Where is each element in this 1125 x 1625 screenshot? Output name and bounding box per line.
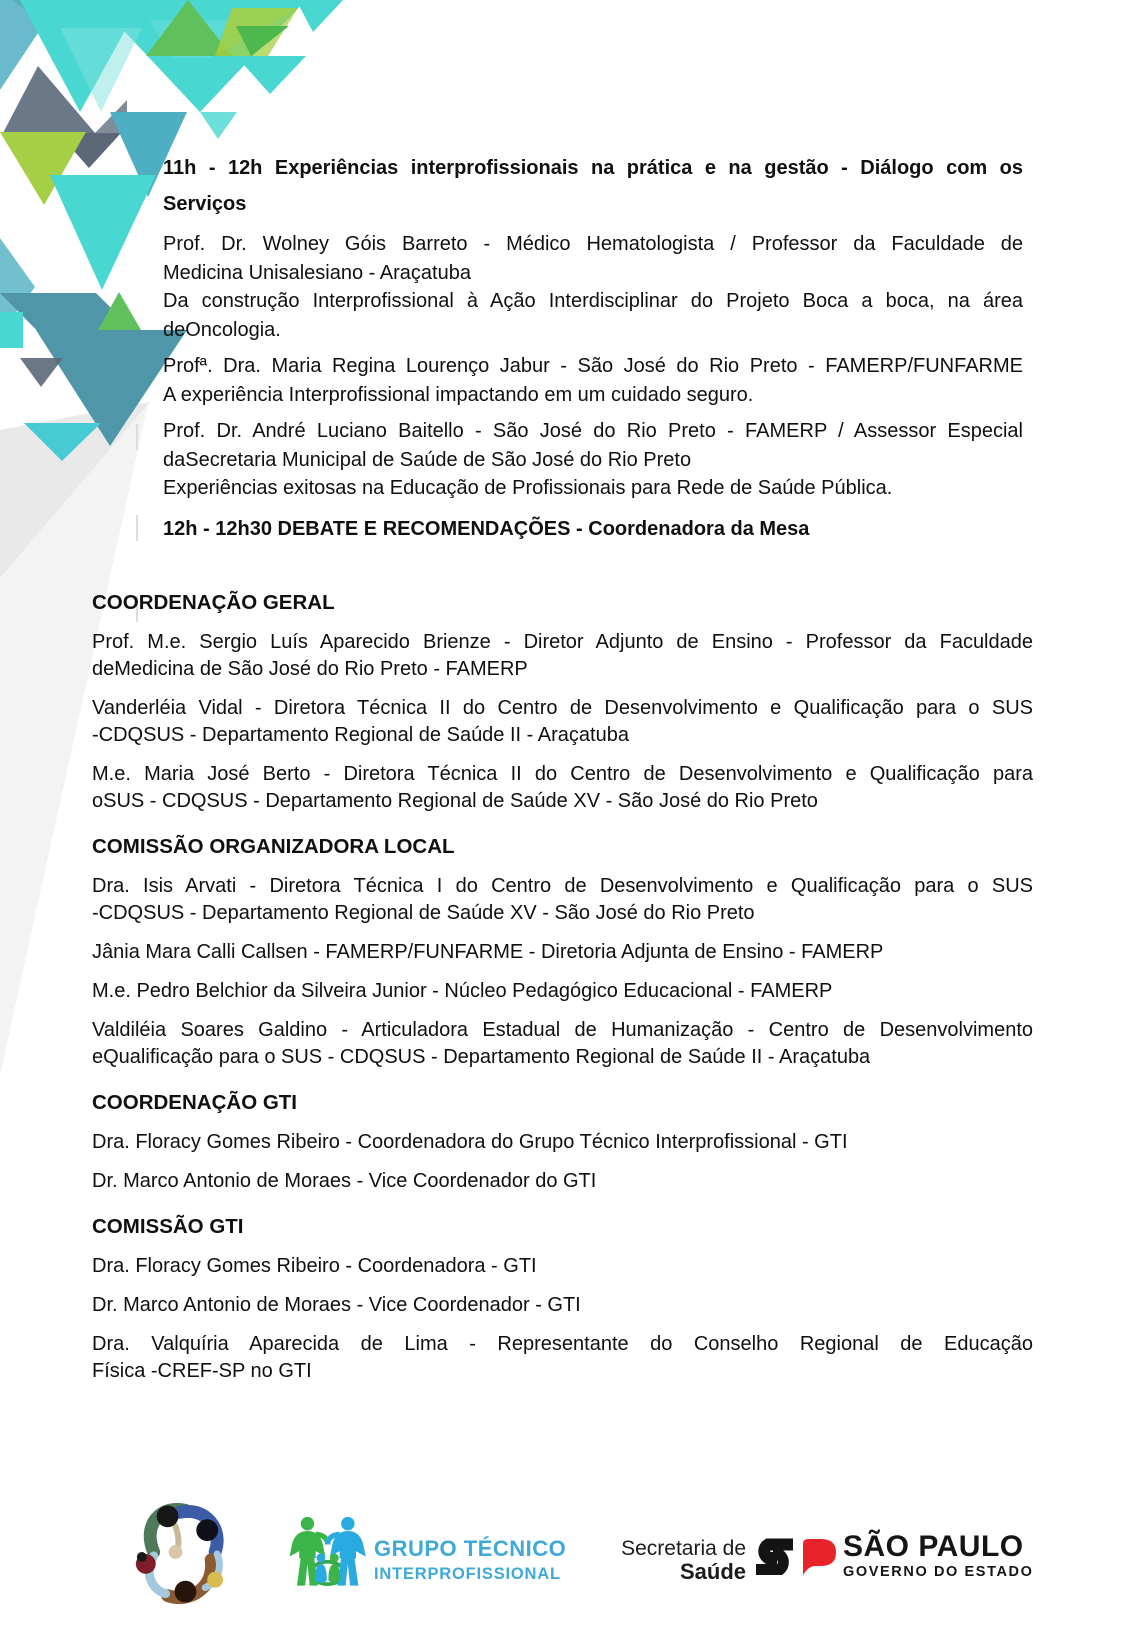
- member-entry: [92, 1168, 1033, 1195]
- member-entry: [92, 629, 1033, 683]
- member-entry: [92, 1129, 1033, 1156]
- text-line: M.e. Pedro Belchior da Silveira Junior - Núcleo Pedagógico Educacional - FAMERP: [92, 980, 833, 1002]
- section-heading: [92, 1088, 1033, 1118]
- text-line: M.e. Maria José Berto - Diretora Técnica II do Centro de Desenvolvimento e Qualificação para: [92, 763, 1033, 785]
- gti-people-heart-icon: [285, 1512, 371, 1592]
- sao-paulo-name: SÃO PAULO: [843, 1530, 1024, 1563]
- text-line: Valdiléia Soares Galdino - Articuladora Estadual de Humanização - Centro de Desenvolvimento: [92, 1019, 1033, 1041]
- text-line: Medicina Unisalesiano - Araçatuba: [163, 261, 471, 284]
- speaker-paragraph: [163, 417, 1023, 503]
- section-heading: [92, 588, 1033, 618]
- text-line: Física -CREF-SP no GTI: [92, 1360, 312, 1382]
- text-line: Dra. Floracy Gomes Ribeiro - Coordenadora - GTI: [92, 1255, 537, 1277]
- gti-logo-text: [374, 1536, 566, 1584]
- text-line: COMISSÃO GTI: [92, 1215, 244, 1238]
- text-line: Da construção Interprofissional à Ação Interdisciplinar do Projeto Boca a boca, na área: [163, 290, 1023, 312]
- sao-paulo-wordmark: [843, 1532, 1033, 1580]
- text-line: deOncologia.: [163, 318, 281, 341]
- member-entry: [92, 761, 1033, 815]
- text-line: COMISSÃO ORGANIZADORA LOCAL: [92, 835, 455, 858]
- text-line: daSecretaria Municipal de Saúde de São José do Rio Preto: [163, 448, 692, 471]
- speaker-paragraph: [163, 352, 1023, 409]
- member-entry: [92, 978, 1033, 1005]
- text-line: Profª. Dra. Maria Regina Lourenço Jabur - São José do Rio Preto - FAMERP/FUNFARME: [163, 355, 1023, 377]
- text-line: 12h - 12h30 DEBATE E RECOMENDAÇÕES - Coordenadora da Mesa: [163, 517, 810, 540]
- section-heading: [92, 1212, 1033, 1242]
- scan-artifact-tick: [136, 424, 138, 450]
- section-heading: [92, 832, 1033, 862]
- text-line: Prof. Dr. André Luciano Baitello - São José do Rio Preto - FAMERP / Assessor Especial: [163, 420, 1023, 442]
- text-line: Prof. M.e. Sergio Luís Aparecido Brienze - Diretor Adjunto de Ensino - Professor da Faculdade: [92, 631, 1033, 653]
- governo-do-estado: GOVERNO DO ESTADO: [843, 1564, 1034, 1580]
- text-line: Dra. Floracy Gomes Ribeiro - Coordenadora do Grupo Técnico Interprofissional - GTI: [92, 1131, 848, 1153]
- text-line: A experiência Interprofissional impactando em um cuidado seguro.: [163, 383, 754, 406]
- text-line: COORDENAÇÃO GERAL: [92, 591, 335, 614]
- text-line: 11h - 12h Experiências interprofissionais na prática e na gestão - Diálogo com os: [163, 157, 1023, 179]
- text-line: Jânia Mara Calli Callsen - FAMERP/FUNFARME - Diretoria Adjunta de Ensino - FAMERP: [92, 941, 884, 963]
- secretaria-saude-label: [598, 1538, 746, 1583]
- member-entry: [92, 873, 1033, 927]
- member-entry: [92, 939, 1033, 966]
- text-line: Dra. Valquíria Aparecida de Lima - Representante do Conselho Regional de Educação: [92, 1333, 1033, 1355]
- gti-logo-line1: GRUPO TÉCNICO: [374, 1536, 567, 1561]
- secretaria-line1: Secretaria de: [621, 1537, 746, 1560]
- secretaria-line2: Saúde: [679, 1559, 746, 1584]
- session-title: [163, 511, 1023, 547]
- text-line: -CDQSUS - Departamento Regional de Saúde II - Araçatuba: [92, 724, 629, 746]
- text-line: Dra. Isis Arvati - Diretora Técnica I do Centro de Desenvolvimento e Qualificação para o SUS: [92, 875, 1033, 897]
- member-entry: [92, 1017, 1033, 1071]
- text-line: Serviços: [163, 193, 247, 215]
- text-line: Vanderléia Vidal - Diretora Técnica II do Centro de Desenvolvimento e Qualificação para o SUS: [92, 697, 1033, 719]
- text-line: Prof. Dr. Wolney Góis Barreto - Médico Hematologista / Professor da Faculdade de: [163, 233, 1023, 255]
- session-title: [163, 150, 1023, 222]
- member-entry: [92, 1253, 1033, 1280]
- text-line: deMedicina de São José do Rio Preto - FAMERP: [92, 658, 528, 680]
- speaker-paragraph: [163, 230, 1023, 344]
- schedule-block: [163, 150, 1023, 547]
- text-line: eQualificação para o SUS - CDQSUS - Departamento Regional de Saúde II - Araçatuba: [92, 1046, 871, 1068]
- text-line: Experiências exitosas na Educação de Profissionais para Rede de Saúde Pública.: [163, 477, 893, 499]
- member-entry: [92, 695, 1033, 749]
- member-entry: [92, 1292, 1033, 1319]
- text-line: -CDQSUS - Departamento Regional de Saúde XV - São José do Rio Preto: [92, 902, 755, 924]
- gti-logo-line2: INTERPROFISSIONAL: [374, 1565, 561, 1583]
- text-line: Dr. Marco Antonio de Moraes - Vice Coordenador do GTI: [92, 1170, 597, 1192]
- text-line: oSUS - CDQSUS - Departamento Regional de Saúde XV - São José do Rio Preto: [92, 790, 818, 812]
- member-entry: [92, 1331, 1033, 1385]
- text-line: COORDENAÇÃO GTI: [92, 1091, 297, 1114]
- text-line: Dr. Marco Antonio de Moraes - Vice Coordenador - GTI: [92, 1294, 581, 1316]
- sp-logo-icon: [755, 1538, 837, 1576]
- roster-block: [92, 588, 1033, 1385]
- interprofessional-pinwheel-logo: [124, 1490, 228, 1612]
- scan-artifact-tick: [136, 515, 138, 541]
